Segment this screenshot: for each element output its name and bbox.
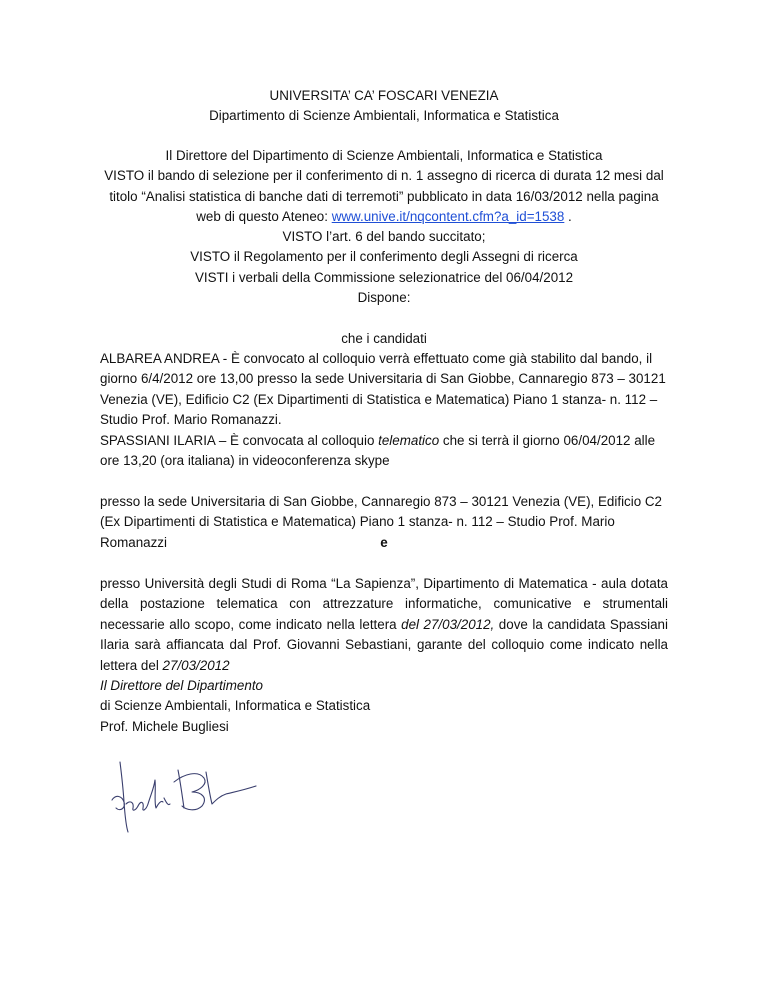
location-venezia-paragraph: presso la sede Universitaria di San Giobbe, Cannaregio 873 – 30121 Venezia (VE), Edificio C2 (Ex Dipartimenti di Statistica e Matematica) Piano 1 stanza- n. 112 – Studio Prof. Mario Romanazzi	[100, 494, 662, 550]
visto-bando-end: .	[564, 209, 572, 225]
preamble	[96, 146, 672, 228]
candidate-spassiani-text-2: che si terrà il giorno 06/04/2012 alle ore 13,20 (ora italiana) in videoconferenza skype	[100, 433, 656, 469]
telematico-italic: telematico	[378, 433, 440, 448]
university-name: UNIVERSITA’ CA’ FOSCARI VENEZIA	[269, 88, 499, 103]
candidate-spassiani-text-1: SPASSIANI ILARIA – È convocata al colloquio	[100, 433, 379, 448]
considerations	[100, 227, 668, 288]
dispone-heading: Dispone:	[357, 290, 411, 305]
visto-bando-text: VISTO il bando di selezione per il conferimento di n. 1 assegno di ricerca di durata 12 mesi dal titolo “Analisi statistica di banche dati di terremoti” pubblicato in data 16/03/2012 nella pagina web di questo Ateneo:	[104, 168, 664, 225]
signature-name: Prof. Michele Bugliesi	[100, 718, 229, 734]
department-name: Dipartimento di Scienze Ambientali, Informatica e Statistica	[209, 108, 559, 124]
document-header	[100, 86, 668, 127]
letter-date-italic-1: del 27/03/2012,	[401, 616, 495, 632]
director-line: Il Direttore del Dipartimento di Scienze Ambientali, Informatica e Statistica	[165, 148, 603, 163]
visto-bando-paragraph	[96, 166, 672, 227]
location-roma-text-2: dove la candidata Spassiani Ilaria sarà affiancata dal Prof. Giovanni Sebastiani, garante del colloquio come indicato nella lettera del	[100, 616, 668, 673]
visto-art-line: VISTO l’art. 6 del bando succitato;	[282, 229, 486, 244]
conjunction-e: e	[380, 535, 388, 550]
letter-date-italic-2: 27/03/2012	[162, 657, 230, 673]
location-roma-paragraph	[100, 574, 668, 676]
bando-link[interactable]: www.unive.it/nqcontent.cfm?a_id=1538	[331, 209, 565, 225]
location-roma-text-1: presso Università degli Studi di Roma “La Sapienza”, Dipartimento di Matematica - aula dotata della postazione telematica con attrezzature informatiche, comunicative e strumentali necessarie allo scopo, come indicato nella lettera	[100, 576, 668, 632]
signature-title	[100, 676, 668, 696]
signature-department: di Scienze Ambientali, Informatica e Statistica	[100, 698, 371, 714]
signature-block	[100, 676, 668, 737]
candidate-albarea-paragraph: ALBAREA ANDREA - È convocato al colloquio verrà effettuato come già stabilito dal bando, il giorno 6/4/2012 ore 13,00 presso la sede Universitaria di San Giobbe, Cannaregio 873 – 30121 Venezia (VE), Edificio C2 (Ex Dipartimenti di Statistica e Matematica) Piano 1 stanza- n. 112 – Studio Prof. Mario Romanazzi.	[100, 351, 666, 428]
candidate-spassiani-paragraph	[100, 431, 668, 472]
visti-verbali-line: VISTI i verbali della Commissione selezionatrice del 06/04/2012	[194, 269, 574, 285]
candidates-intro: che i candidati	[341, 331, 427, 346]
signature-title-text: Il Direttore del Dipartimento	[100, 678, 263, 693]
handwritten-signature	[108, 760, 258, 834]
visto-regolamento-line: VISTO il Regolamento per il conferimento degli Assegni di ricerca	[190, 249, 578, 265]
